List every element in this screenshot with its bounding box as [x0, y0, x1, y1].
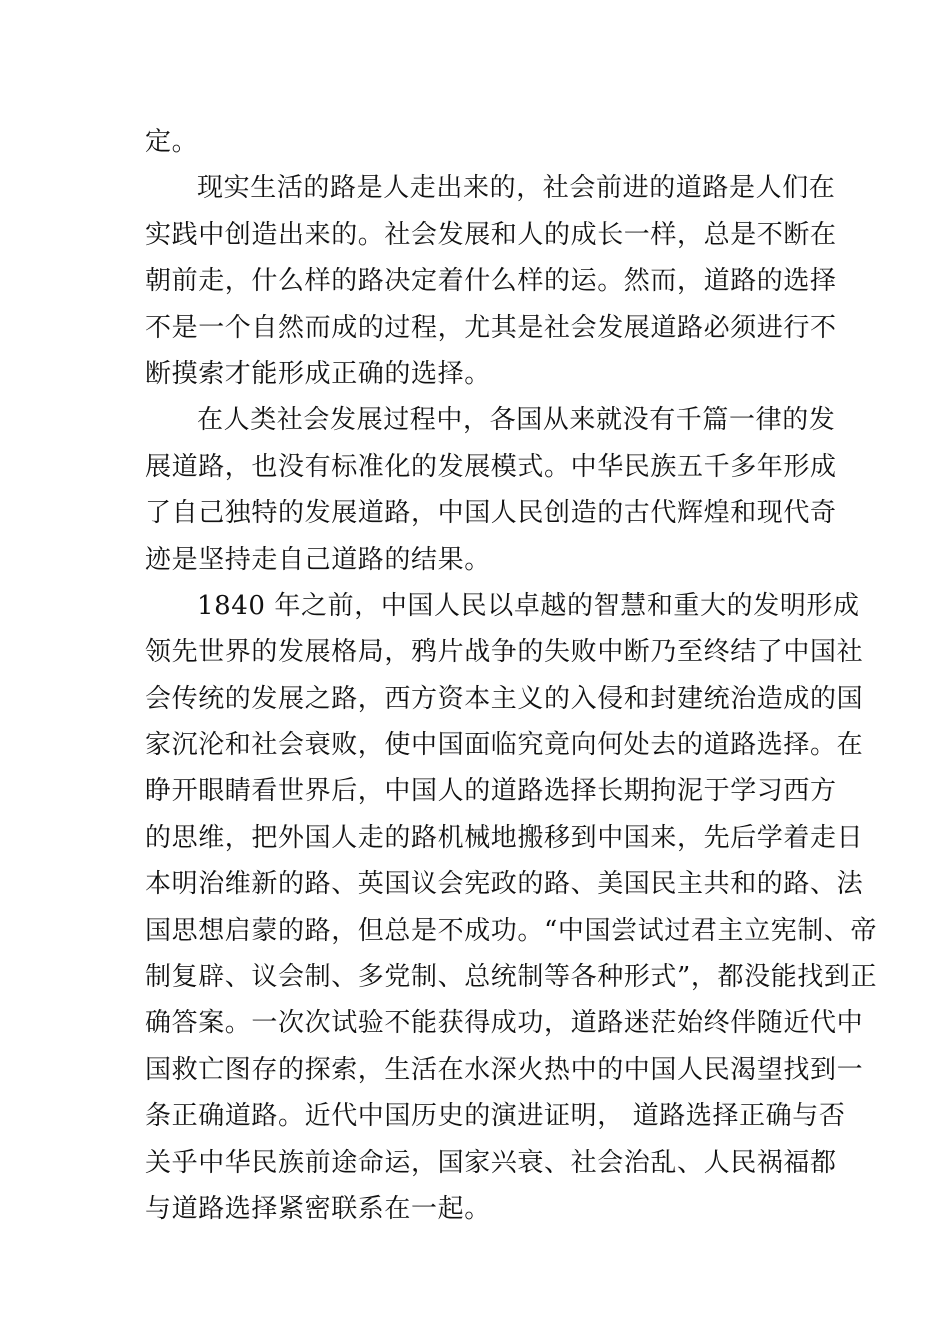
text-line: 定。: [145, 127, 199, 157]
text-line: 断摸索才能形成正确的选择。: [145, 358, 491, 389]
text-line: 与道路选择紧密联系在一起。: [145, 1193, 491, 1224]
text-line: 展道路，也没有标准化的发展模式。中华民族五千多年形成: [145, 451, 837, 482]
text-line: 睁开眼睛看世界后，中国人的道路选择长期拘泥于学习西方: [145, 776, 837, 807]
text-line: 家沉沦和社会衰败，使中国面临究竟向何处去的道路选择。在: [145, 730, 864, 761]
text-line: 国思想启蒙的路，但总是不成功。“中国尝试过君主立宪制、帝: [145, 915, 878, 946]
text-line: 国救亡图存的探索，生活在水深火热中的中国人民渴望找到一: [145, 1054, 864, 1085]
text-line: 了自己独特的发展道路，中国人民创造的古代辉煌和现代奇: [145, 498, 837, 529]
text-line: 在人类社会发展过程中，各国从来就没有千篇一律的发: [197, 405, 836, 436]
text-line: 的思维，把外国人走的路机械地搬移到中国来，先后学着走日: [145, 822, 864, 853]
text-line: 迹是坚持走自己道路的结果。: [145, 544, 491, 575]
text-line: 领先世界的发展格局，鸦片战争的失败中断乃至终结了中国社: [145, 637, 864, 668]
body-text: [145, 119, 878, 1232]
text-line: 本明治维新的路、英国议会宪政的路、美国民主共和的路、法: [145, 869, 864, 900]
text-line: 关乎中华民族前途命运，国家兴衰、社会治乱、人民祸福都: [145, 1147, 837, 1178]
text-line: 会传统的发展之路，西方资本主义的入侵和封建统治造成的国: [145, 683, 864, 714]
text-line: 1840 年之前，中国人民以卓越的智慧和重大的发明形成: [197, 590, 860, 621]
text-line: 朝前走，什么样的路决定着什么样的运。然而，道路的选择: [145, 266, 837, 297]
text-line: 条正确道路。近代中国历史的演进证明， 道路选择正确与否: [145, 1101, 846, 1132]
text-line: 确答案。一次次试验不能获得成功，道路迷茫始终伴随近代中: [145, 1008, 864, 1039]
text-line: 实践中创造出来的。社会发展和人的成长一样，总是不断在: [145, 219, 837, 250]
text-line: 现实生活的路是人走出来的，社会前进的道路是人们在: [197, 173, 836, 204]
text-line: 不是一个自然而成的过程，尤其是社会发展道路必须进行不: [145, 312, 837, 343]
text-line: 制复辟、议会制、多党制、总统制等各种形式”，都没能找到正: [145, 962, 878, 993]
